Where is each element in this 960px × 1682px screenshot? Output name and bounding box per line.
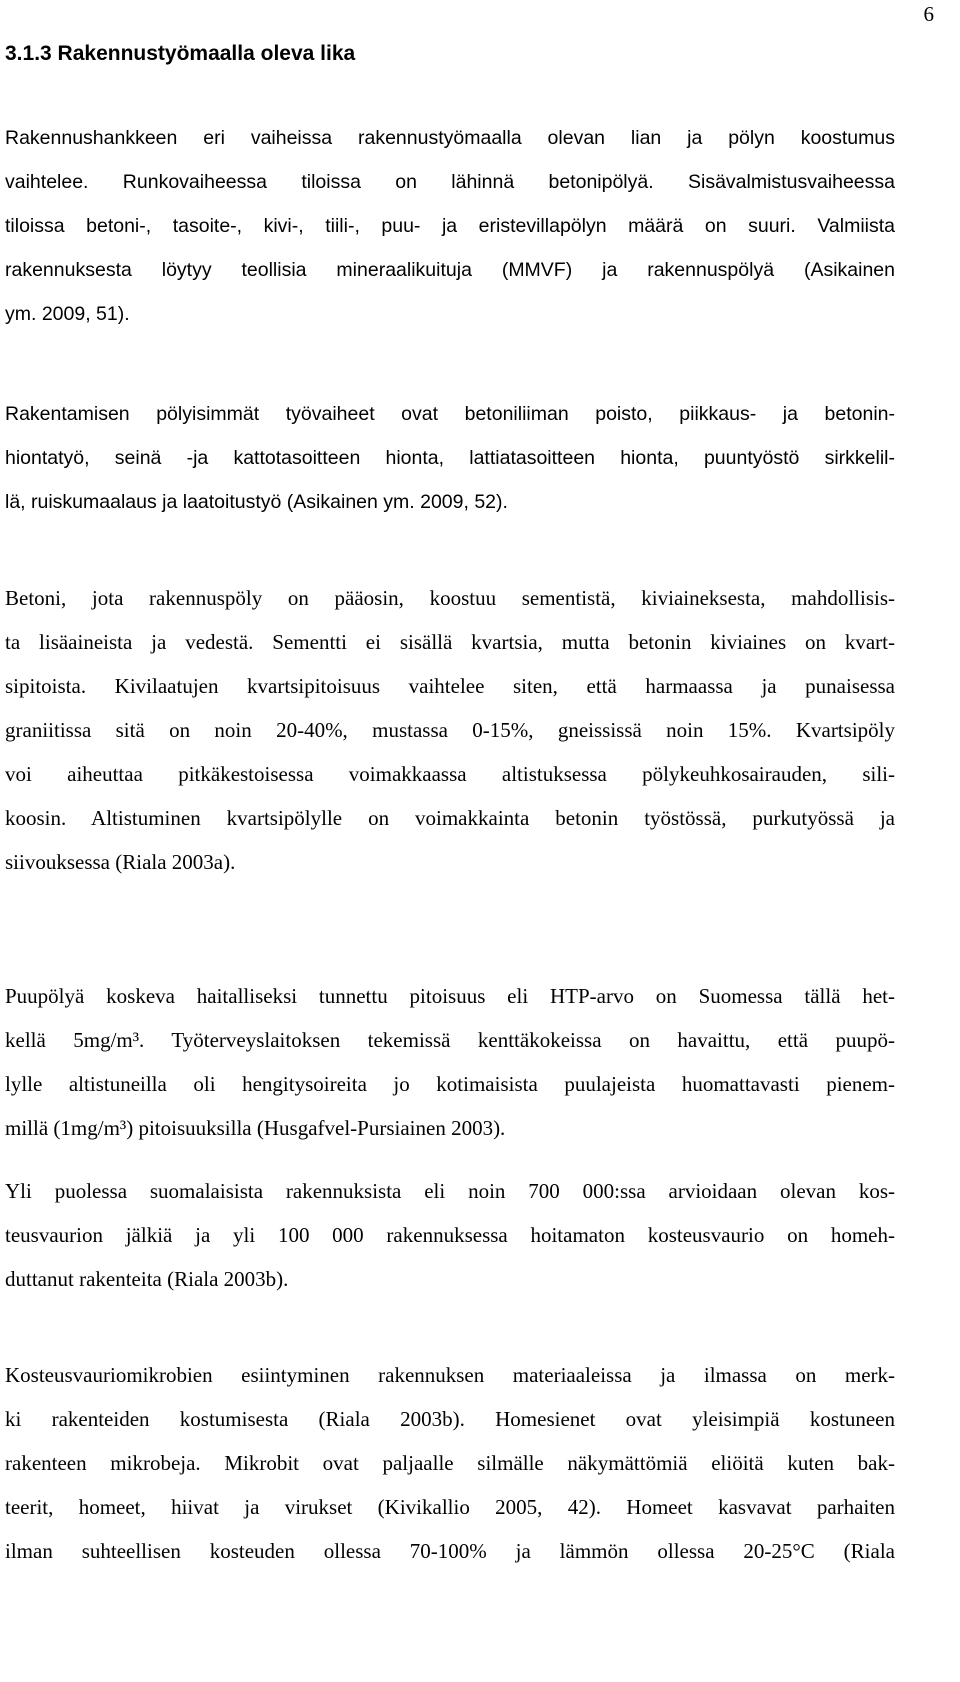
text-line: Rakennushankkeen eri vaiheissa rakennustyömaalla olevan lian ja pölyn koostumus [5,127,895,149]
paragraph-mixed-dust-composition [5,116,895,336]
text-line: Rakentamisen pölyisimmät työvaiheet ovat betoniliiman poisto, piikkaus- ja betonin- [5,403,895,425]
text-line: ilman suhteellisen kosteuden ollessa 70-100% ja lämmön ollessa 20-25°C (Riala [5,1539,895,1563]
text-line: Kosteusvauriomikrobien esiintyminen rakennuksen materiaaleissa ja ilmassa on merk- [5,1363,895,1387]
text-line: koosin. Altistuminen kvartsipölylle on voimakkainta betonin työstössä, purkutyössä ja [5,806,895,830]
text-line: voi aiheuttaa pitkäkestoisessa voimakkaassa altistuksessa pölykeuhkosairauden, sili- [5,762,895,786]
text-line: hiontatyö, seinä -ja kattotasoitteen hionta, lattiatasoitteen hionta, puuntyöstö sirkkelil- [5,447,895,469]
text-line: Betoni, jota rakennuspöly on pääosin, koostuu sementistä, kiviaineksesta, mahdollisis- [5,586,895,610]
paragraph-dustiest-work-phases [5,392,895,524]
text-line: ym. 2009, 51). [5,303,130,325]
text-line: graniitissa sitä on noin 20-40%, mustassa 0-15%, gneississä noin 15%. Kvartsipöly [5,718,895,742]
text-line: duttanut rakenteita (Riala 2003b). [5,1267,289,1291]
text-line: millä (1mg/m³) pitoisuuksilla (Husgafvel-Pursiainen 2003). [5,1116,506,1140]
paragraph-moisture-damage [5,1169,895,1301]
text-line: ta lisäaineista ja vedestä. Sementti ei sisällä kvartsia, mutta betonin kiviaines on kvart- [5,630,895,654]
text-line: lylle altistuneilla oli hengitysoireita jo kotimaisista puulajeista huomattavasti pienem- [5,1072,895,1096]
text-line: vaihtelee. Runkovaiheessa tiloissa on lähinnä betonipölyä. Sisävalmistusvaiheessa [5,171,895,193]
text-line: Puupölyä koskeva haitalliseksi tunnettu pitoisuus eli HTP-arvo on Suomessa tällä het- [5,984,895,1008]
text-line: sipitoista. Kivilaatujen kvartsipitoisuus vaihtelee siten, että harmaassa ja punaisessa [5,674,895,698]
page-number: 6 [923,2,934,26]
text-line: rakennuksesta löytyy teollisia mineraalikuituja (MMVF) ja rakennuspölyä (Asikainen [5,259,895,281]
text-line: tiloissa betoni-, tasoite-, kivi-, tiili-, puu- ja eristevillapölyn määrä on suuri. Valmiista [5,215,895,237]
text-line: ki rakenteiden kostumisesta (Riala 2003b). Homesienet ovat yleisimpiä kostuneen [5,1407,895,1431]
text-line: siivouksessa (Riala 2003a). [5,850,236,874]
text-line: teusvaurion jälkiä ja yli 100 000 rakennuksessa hoitamaton kosteusvaurio on homeh- [5,1223,895,1247]
text-line: teerit, homeet, hiivat ja virukset (Kivikallio 2005, 42). Homeet kasvavat parhaiten [5,1495,895,1519]
text-line: kellä 5mg/m³. Työterveyslaitoksen tekemissä kenttäkokeissa on havaittu, että puupö- [5,1028,895,1052]
paragraph-concrete-quartz [5,576,895,884]
paragraph-microbes [5,1353,895,1573]
text-line: lä, ruiskumaalaus ja laatoitustyö (Asikainen ym. 2009, 52). [5,491,508,513]
text-line: rakenteen mikrobeja. Mikrobit ovat paljaalle silmälle näkymättömiä eliöitä kuten bak- [5,1451,895,1475]
paragraph-wood-dust [5,974,895,1150]
text-line: Yli puolessa suomalaisista rakennuksista eli noin 700 000:ssa arvioidaan olevan kos- [5,1179,895,1203]
section-heading: 3.1.3 Rakennustyömaalla oleva lika [5,42,356,65]
